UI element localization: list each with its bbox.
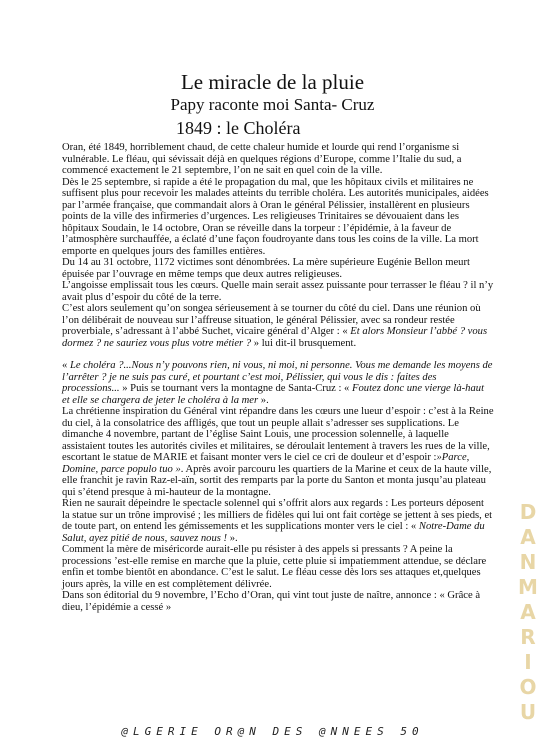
quote-text: Foutez donc une vierge là-haut et elle se chargera de jeter le choléra à la mer (62, 383, 485, 406)
paragraph-text: Rien ne saurait dépeindre le spectacle solennel qui s’offrit alors aux regards : Les porteurs déposent la statue sur un trône improvisé ; les milliers de fidèles qui lui ont fait cortège se jettent à ses pieds, et de toute part, on entend les gémissements et les supplications monter vers le ciel : « (62, 498, 493, 532)
paragraph-text: » Puis se tournant vers la montagne de Santa-Cruz : « (119, 383, 353, 394)
page-footer: @LGERIE OR@N DES @NNEES 50 (121, 725, 424, 738)
paragraph-text: Dans son éditorial du 9 novembre, l’Echo d’Oran, qui vint tout juste de naître, annonce : « Grâce à dieu, l’épidémie a cessé » (62, 590, 481, 613)
paragraph-text: . Après avoir parcouru les quartiers de la Marine et ceux de la haute ville, elle franchit je ravin Raz-el-aïn, sortit des remparts par la porte du Santon et monta jusqu’au plateau qui s’étend presque à mi-hauteur de la montagne. (62, 463, 492, 498)
article-title: Le miracle de la pluie (180, 70, 365, 94)
paragraph (62, 142, 494, 177)
paragraph-text: Dès le 25 septembre, si rapide a été le propagation du mal, que les hôpitaux civils et militaires ne suffisent plus pour recevoir les malades atteints du terrible choléra. Les autorités municipales, aidées par l’armée française, que commandait alors à Oran le général Pélissier, installèrent en plusieurs points de la ville des infirmeries d’urgences. Les religieuses Trinitaires se dévouaient dans les hôpitaux Soudain, le 14 octobre, Oran se réveille dans la torpeur : l’épidémie, à la faveur de l’atmosphère surchauffée, a éclaté d’une façon foudroyante dans tous les coins de la ville. La mort emporte en quelques jours des familles entières. (62, 176, 489, 257)
watermark-signature: DANMARIOU (516, 500, 540, 725)
paragraph-text: L’angoisse emplissait tous les cœurs. Quelle main serait assez puissante pour terrasser le fléau ? il n’y avait plus d’espoir du côté de la terre. (62, 280, 494, 303)
paragraph (62, 280, 494, 303)
paragraph (62, 590, 494, 613)
section-heading: 1849 : le Choléra (176, 118, 301, 138)
paragraph (62, 303, 494, 349)
paragraph-text: « (62, 360, 70, 371)
paragraph-text: » lui dit-il brusquement. (251, 337, 357, 349)
paragraph-text: La chrétienne inspiration du Général vint répandre dans les cœurs une lueur d’espoir : c’est à la Reine du ciel, à la consolatrice des affligés, que tout un peuple allait s’adresser ses supplications. Le dimanche 4 novembre, partant de l’église Saint Louis, une procession solennelle, à laquelle assistaient toutes les autorités civiles et militaires, se déroulait lentement à travers les rues de la ville, escortant le statue de MARIE et faisant monter vers le ciel ce cri de douleur et d’espoir : (62, 406, 494, 463)
article-body (62, 142, 494, 613)
article-subtitle: Papy raconte moi Santa- Cruz (170, 95, 375, 114)
paragraph-text: ». (258, 394, 269, 406)
paragraph-text: C’est alors seulement qu’on songea sérieusement à se tourner du côté du ciel. Dans une réunion où l’on délibérait de nouveau sur l’affreuse situation, le général Pélissier, avec sa rondeur restée proverbiale, s’adressant à l’abbé Suchet, vicaire général d’Alger : « (62, 303, 481, 337)
paragraph (62, 360, 494, 406)
paragraph (62, 177, 494, 258)
quote-text: Notre-Dame du Salut, ayez pitié de nous, sauvez nous ! (62, 521, 485, 544)
paragraph (62, 257, 494, 280)
paragraph-text: ». (227, 532, 238, 544)
paragraph-text: Du 14 au 31 octobre, 1172 victimes sont dénombrées. La mère supérieure Eugénie Bellon meurt épuisée par l’ouvrage en même temps que deux autres religieuses. (62, 257, 470, 280)
paragraph-text: Comment la mère de miséricorde aurait-elle pu résister à des appels si pressants ? A peine la processions ’est-elle remise en marche que la pluie, cette pluie si impatiemment attendue, se déclare enfin et tombe bientôt en abondance. C’est le salut. Le fléau cesse dès lors ses attaques et,quelques jours après, la ville en est complètement délivrée. (62, 544, 487, 590)
paragraph (62, 498, 494, 544)
paragraph (62, 406, 494, 498)
quote-text: Le choléra ?...Nous n’y pouvons rien, ni vous, ni moi, ni personne. Vous me demande les moyens de l’arrêter ? je ne suis pas curé, et pourtant c’est moi, Pélissier, qui vous le dis : faites des processions... (62, 360, 493, 394)
paragraph-text: Oran, été 1849, horriblement chaud, de cette chaleur humide et lourde qui rend l’organisme si vulnérable. Le fléau, qui sévissait déjà en quelques régions d’Europe, comme l’Italie du sud, a commencé exactement le 21 septembre, l’on ne sait en quel coin de la ville. (62, 142, 462, 176)
paragraph (62, 544, 494, 590)
quote-text: »Parce, Domine, parce populo tuo » (62, 452, 470, 475)
quote-text: Et alors Monsieur l’abbé ? vous dormez ? ne sauriez vous plus votre métier ? (62, 326, 488, 349)
